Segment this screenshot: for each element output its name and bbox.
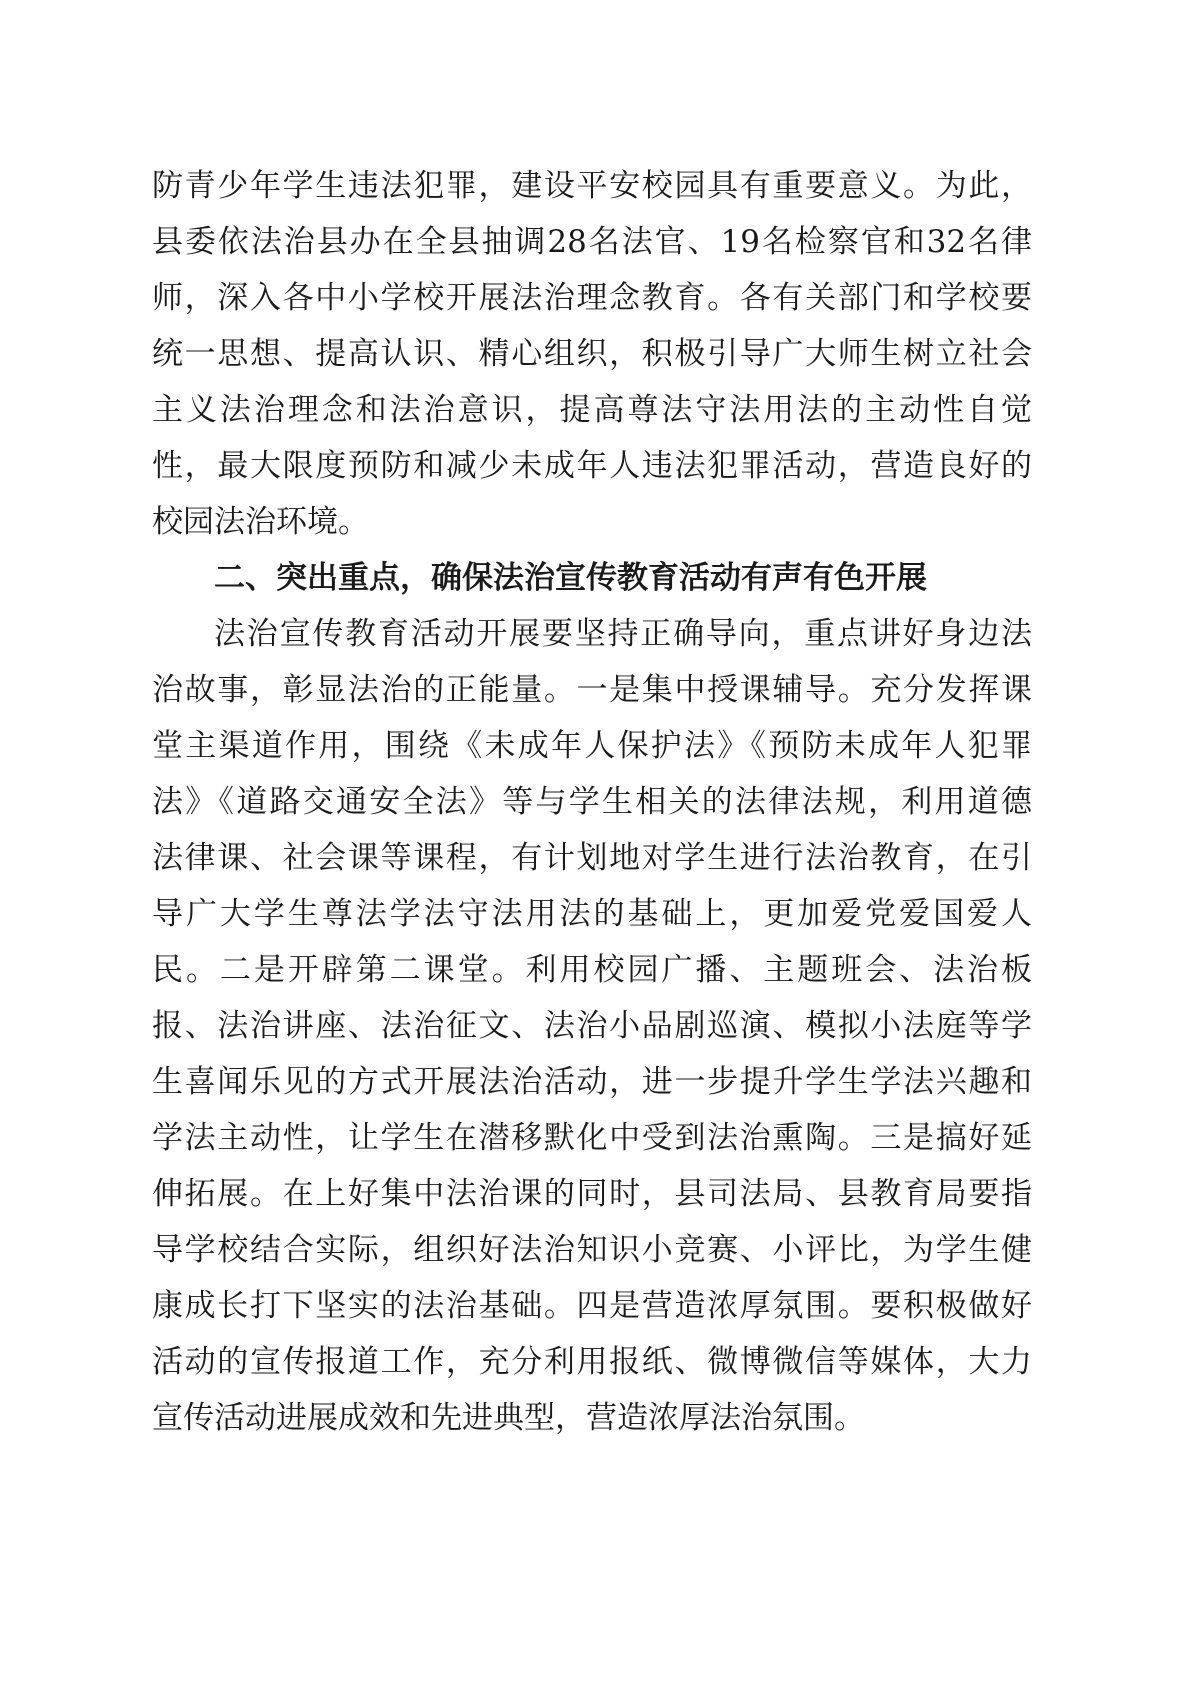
paragraph-line: 治故事，彰显法治的正能量。一是集中授课辅导。充分发挥课 xyxy=(152,672,1032,708)
paragraph-line: 师，深入各中小学校开展法治理念教育。各有关部门和学校要 xyxy=(152,280,1032,316)
paragraph-line: 生喜闻乐见的方式开展法治活动，进一步提升学生学法兴趣和 xyxy=(152,1064,1032,1100)
paragraph-line: 统一思想、提高认识、精心组织，积极引导广大师生树立社会 xyxy=(152,336,1032,372)
paragraph-line: 法》《道路交通安全法》等与学生相关的法律法规，利用道德 xyxy=(152,784,1032,820)
paragraph-line: 县委依法治县办在全县抽调28名法官、19名检察官和32名律 xyxy=(152,224,1032,260)
paragraph-line: 性，最大限度预防和减少未成年人违法犯罪活动，营造良好的 xyxy=(152,448,1032,484)
paragraph-line: 民。二是开辟第二课堂。利用校园广播、主题班会、法治板 xyxy=(152,952,1032,988)
paragraph-line: 活动的宣传报道工作，充分利用报纸、微博微信等媒体，大力 xyxy=(152,1344,1032,1380)
paragraph-line: 学法主动性，让学生在潜移默化中受到法治熏陶。三是搞好延 xyxy=(152,1120,1032,1156)
paragraph-line: 法律课、社会课等课程，有计划地对学生进行法治教育，在引 xyxy=(152,840,1032,876)
paragraph-line: 堂主渠道作用，围绕《未成年人保护法》《预防未成年人犯罪 xyxy=(152,728,1032,764)
paragraph-line: 康成长打下坚实的法治基础。四是营造浓厚氛围。要积极做好 xyxy=(152,1288,1032,1324)
paragraph-line: 主义法治理念和法治意识，提高尊法守法用法的主动性自觉 xyxy=(152,392,1032,428)
paragraph-line: 防青少年学生违法犯罪，建设平安校园具有重要意义。为此， xyxy=(152,168,1032,204)
paragraph-line: 导广大学生尊法学法守法用法的基础上，更加爱党爱国爱人 xyxy=(152,896,1032,932)
paragraph-line: 导学校结合实际，组织好法治知识小竞赛、小评比，为学生健 xyxy=(152,1232,1032,1268)
paragraph-line: 报、法治讲座、法治征文、法治小品剧巡演、模拟小法庭等学 xyxy=(152,1008,1032,1044)
section-heading: 二、突出重点，确保法治宣传教育活动有声有色开展 xyxy=(214,560,927,596)
paragraph-line: 法治宣传教育活动开展要坚持正确导向，重点讲好身边法 xyxy=(214,616,1032,652)
paragraph-line: 校园法治环境。 xyxy=(152,504,369,540)
paragraph-line: 宣传活动进展成效和先进典型，营造浓厚法治氛围。 xyxy=(152,1400,865,1436)
paragraph-line: 伸拓展。在上好集中法治课的同时，县司法局、县教育局要指 xyxy=(152,1176,1032,1212)
